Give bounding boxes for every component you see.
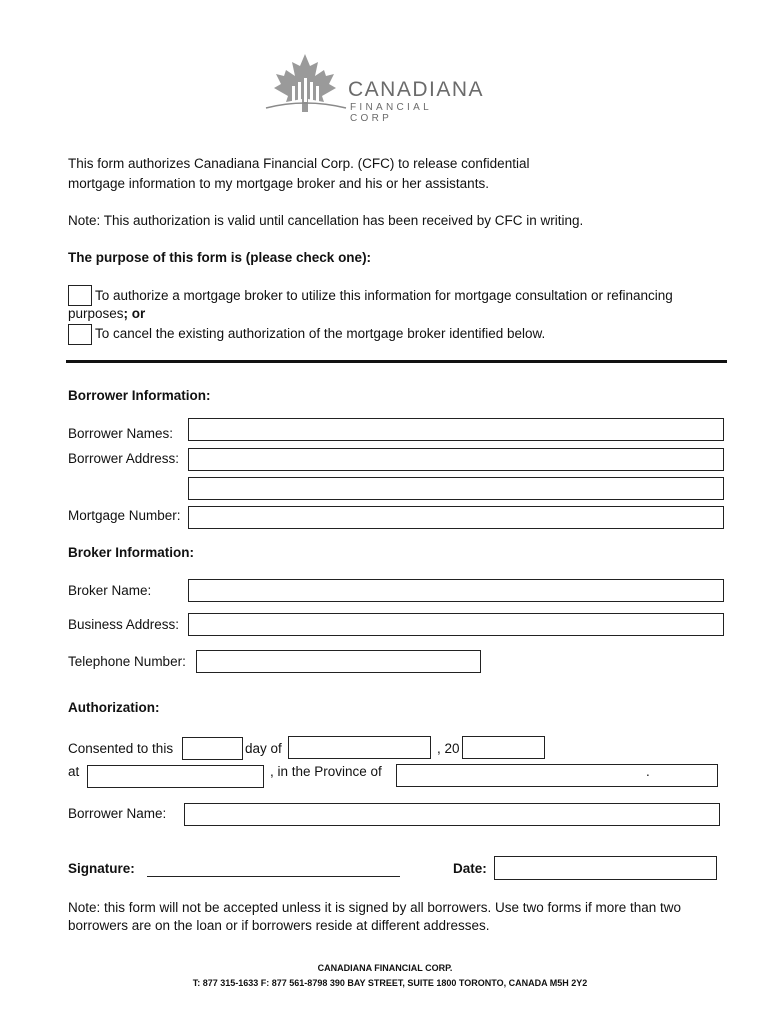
authorize-checkbox[interactable]: [68, 285, 92, 306]
borrower-address-label: Borrower Address:: [68, 451, 180, 466]
bottom-note-line-2: borrowers are on the loan or if borrowers reside at different addresses.: [68, 918, 490, 933]
telephone-label: Telephone Number:: [68, 654, 186, 669]
or-separator: ; or: [123, 306, 146, 321]
date-field[interactable]: [494, 856, 717, 880]
intro-line-2: mortgage information to my mortgage broker and his or her assistants.: [68, 176, 489, 191]
logo-name: CANADIANA: [348, 78, 485, 101]
footer-contact: T: 877 315-1633 F: 877 561-8798 390 BAY STREET, SUITE 1800 TORONTO, CANADA M5H 2Y2: [192, 978, 588, 988]
logo-subtitle: FINANCIAL CORP: [350, 102, 432, 124]
mortgage-number-field[interactable]: [188, 506, 724, 529]
broker-info-heading: Broker Information:: [68, 545, 195, 560]
borrower-address-field-1[interactable]: [188, 448, 724, 471]
year-prefix-label: , 20: [437, 741, 460, 756]
province-period: .: [646, 764, 650, 779]
authorize-option-label: To authorize a mortgage broker to utilize this information for mortgage consultation or refinancing: [95, 288, 673, 303]
cancel-option-label: To cancel the existing authorization of the mortgage broker identified below.: [95, 326, 546, 341]
borrower-names-field[interactable]: [188, 418, 724, 441]
cancel-checkbox[interactable]: [68, 324, 92, 345]
broker-name-field[interactable]: [188, 579, 724, 602]
intro-line-1: This form authorizes Canadiana Financial Corp. (CFC) to release confidential: [68, 156, 530, 171]
year-field[interactable]: [462, 736, 545, 759]
signature-label: Signature:: [68, 861, 135, 876]
mortgage-number-label: Mortgage Number:: [68, 508, 181, 523]
business-address-label: Business Address:: [68, 617, 180, 632]
footer-company: CANADIANA FINANCIAL CORP.: [317, 963, 453, 973]
business-address-field[interactable]: [188, 613, 724, 636]
province-label: , in the Province of: [270, 764, 382, 779]
company-logo: [262, 52, 485, 124]
bottom-note-line-1: Note: this form will not be accepted unless it is signed by all borrowers. Use two forms if more than two: [68, 900, 682, 915]
telephone-field[interactable]: [196, 650, 481, 673]
consented-label: Consented to this: [68, 741, 174, 756]
authorize-option-purposes: purposes: [68, 306, 124, 321]
validity-note: Note: This authorization is valid until cancellation has been received by CFC in writing.: [68, 213, 584, 228]
section-divider: [66, 360, 727, 363]
borrower-info-heading: Borrower Information:: [68, 388, 211, 403]
city-field[interactable]: [87, 765, 264, 788]
at-label: at: [68, 764, 80, 779]
authorize-option-label-cont: [68, 306, 145, 321]
date-label: Date:: [453, 861, 487, 876]
month-field[interactable]: [288, 736, 431, 759]
signature-line[interactable]: [147, 876, 400, 877]
day-field[interactable]: [182, 737, 243, 760]
broker-name-label: Broker Name:: [68, 583, 152, 598]
borrower-name-label: Borrower Name:: [68, 806, 167, 821]
authorization-heading: Authorization:: [68, 700, 160, 715]
borrower-name-field[interactable]: [184, 803, 720, 826]
purpose-heading: The purpose of this form is (please check one):: [68, 250, 372, 265]
maple-leaf-icon: [262, 52, 348, 114]
province-field[interactable]: [396, 764, 718, 787]
borrower-address-field-2[interactable]: [188, 477, 724, 500]
borrower-names-label: Borrower Names:: [68, 426, 174, 441]
day-of-label: day of: [245, 741, 282, 756]
